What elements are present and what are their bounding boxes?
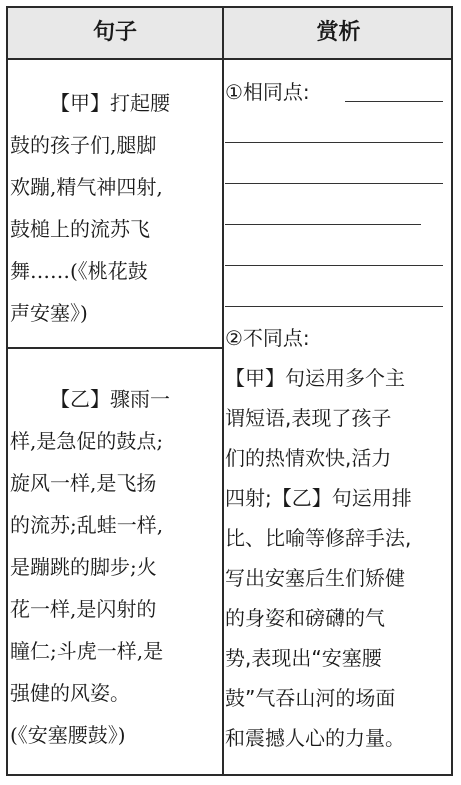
yi-line: 强健的风姿。 <box>10 681 130 705</box>
answer-blank-line[interactable] <box>345 101 443 102</box>
answer-blank-line[interactable] <box>225 265 443 266</box>
same-points-label: ①相同点: <box>225 80 310 104</box>
jia-line: 声安塞》) <box>10 301 88 325</box>
header-appreciation: 赏析 <box>316 20 361 45</box>
table-header <box>8 8 451 60</box>
diff-line: 【甲】句运用多个主 <box>225 366 405 390</box>
diff-line: 的身姿和磅礴的气 <box>225 606 385 630</box>
answer-blank-line[interactable] <box>225 306 443 307</box>
yi-line: 是蹦跳的脚步;火 <box>10 555 157 579</box>
answer-blank-line[interactable] <box>225 183 443 184</box>
diff-line: 谓短语,表现了孩子 <box>225 406 392 430</box>
jia-line: 鼓槌上的流苏飞 <box>10 217 150 241</box>
diff-line: 写出安塞后生们矫健 <box>225 566 405 590</box>
yi-line: 样,是急促的鼓点; <box>10 429 164 453</box>
row-divider <box>8 347 224 349</box>
yi-line: (《安塞腰鼓》) <box>10 723 126 747</box>
header-sentence: 句子 <box>92 20 137 45</box>
diff-line: 和震撼人心的力量。 <box>225 726 405 750</box>
column-divider <box>222 8 224 774</box>
diff-line: 比、比喻等修辞手法, <box>225 526 412 550</box>
diff-line: 四射;【乙】句运用排 <box>225 486 412 510</box>
answer-blank-line[interactable] <box>225 224 421 225</box>
answer-blank-line[interactable] <box>225 142 443 143</box>
yi-line: 的流苏;乱蛙一样, <box>10 513 164 537</box>
yi-line: 旋风一样,是飞扬 <box>10 471 157 495</box>
diff-line: 们的热情欢快,活力 <box>225 446 392 470</box>
jia-line: 舞……(《桃花鼓 <box>10 259 148 283</box>
yi-line: 瞳仁;斗虎一样,是 <box>10 639 164 663</box>
jia-line: 鼓的孩子们,腿脚 <box>10 133 157 157</box>
diff-line: 势,表现出“安塞腰 <box>225 646 382 670</box>
sentence-yi <box>10 378 206 756</box>
sentence-jia <box>10 82 206 334</box>
diff-points-label: ②不同点: <box>225 326 310 350</box>
yi-line: 花一样,是闪射的 <box>10 597 157 621</box>
jia-line: 【甲】打起腰 <box>50 91 170 115</box>
diff-points-text <box>225 358 443 758</box>
yi-line: 【乙】骤雨一 <box>50 387 170 411</box>
jia-line: 欢蹦,精气神四射, <box>10 175 163 199</box>
diff-line: 鼓”气吞山河的场面 <box>225 686 396 710</box>
